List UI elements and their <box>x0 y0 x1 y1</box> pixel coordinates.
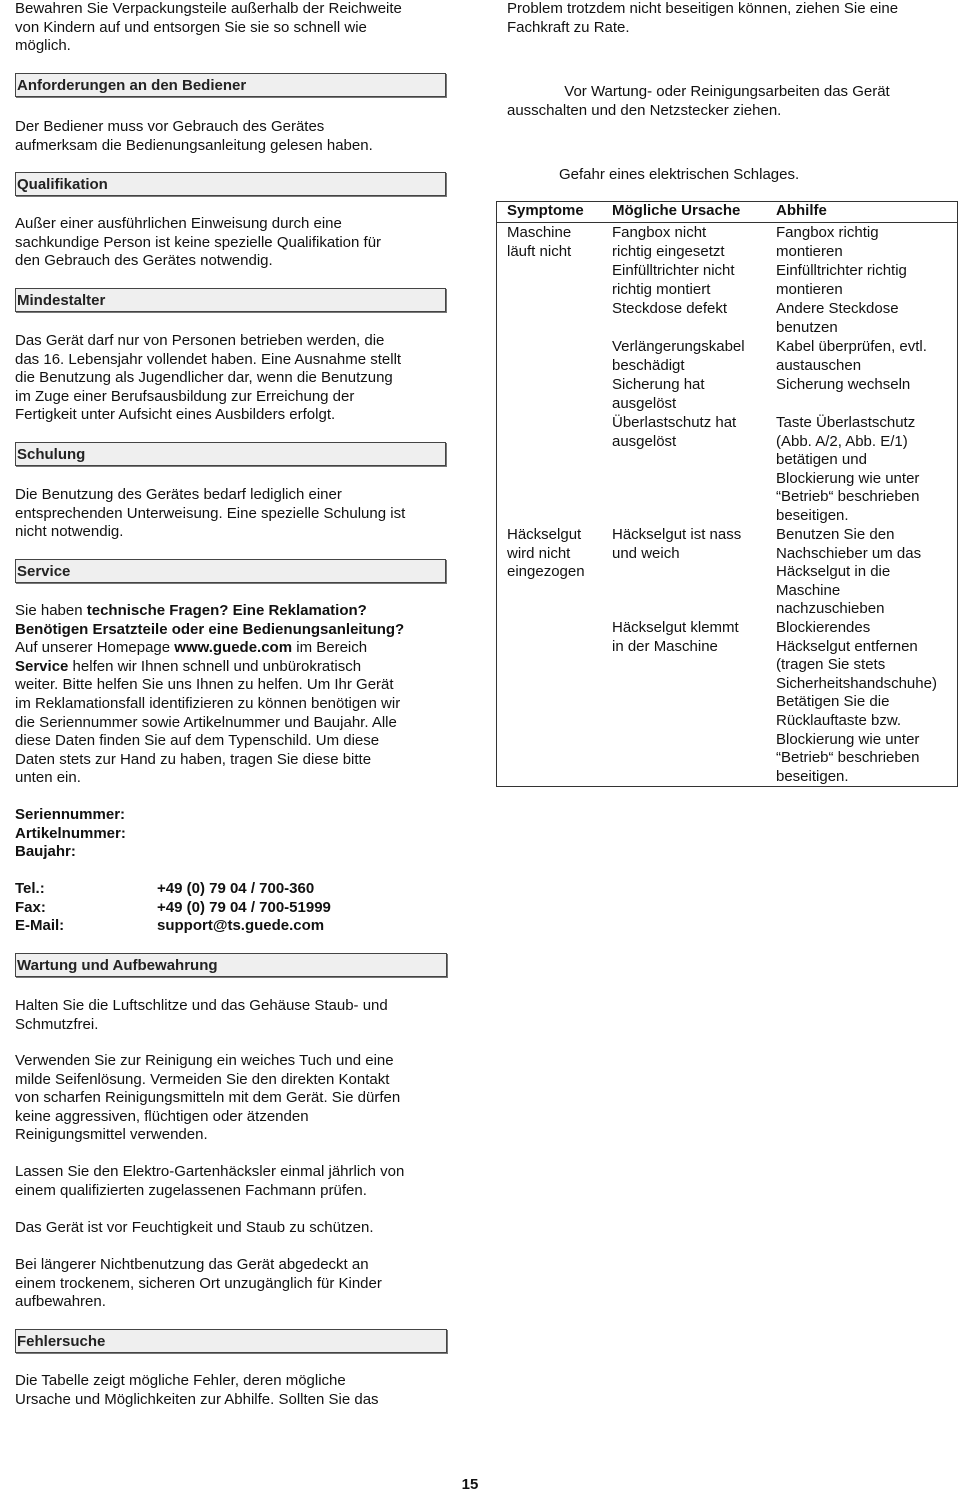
text-line: Maschine <box>507 224 572 241</box>
table-cell-cause <box>612 338 745 375</box>
text-line: die Seriennummer sowie Artikelnummer und Baujahr. Alle <box>15 713 397 731</box>
text-line: austauschen <box>776 356 862 374</box>
text-line: von Kindern auf und entsorgen Sie sie so schnell wie <box>15 18 367 36</box>
wartung-paragraph-5 <box>15 1256 382 1312</box>
text-line: Häckselgut ist nass <box>612 526 742 543</box>
schulung-text <box>15 486 405 542</box>
text-line: Rücklauftaste bzw. <box>776 711 902 729</box>
warning-electric-shock: Gefahr eines elektrischen Schlages. <box>559 166 800 183</box>
year-label: Baujahr: <box>15 843 76 861</box>
table-cell-remedy <box>776 414 919 526</box>
table-cell-cause <box>612 619 739 656</box>
text-line: Blockierung wie unter <box>776 469 920 487</box>
text-line: nachzuschieben <box>776 600 885 618</box>
table-cell-remedy <box>776 619 937 786</box>
table-cell-cause <box>612 262 735 299</box>
serial-number-label: Seriennummer: <box>15 806 126 823</box>
text-line: beseitigen. <box>776 506 849 524</box>
table-cell-cause <box>612 300 727 319</box>
text-line: benutzen <box>776 318 838 336</box>
text-line: Häckselgut entfernen <box>776 637 918 655</box>
text-line: Lassen Sie den Elektro-Gartenhäcksler einmal jährlich von <box>15 1163 405 1180</box>
text-line: Die Tabelle zeigt mögliche Fehler, deren mögliche <box>15 1372 346 1389</box>
table-header-abhilfe: Abhilfe <box>776 202 827 219</box>
intro-text <box>15 0 402 56</box>
wartung-paragraph-1 <box>15 997 388 1034</box>
text-line: Fangbox nicht <box>612 224 707 241</box>
text-line: Verwenden Sie zur Reinigung ein weiches Tuch und eine <box>15 1052 394 1069</box>
homepage-link[interactable]: www.guede.com <box>174 639 293 657</box>
text-line: (tragen Sie stets <box>776 656 886 674</box>
text-line: Betätigen Sie die <box>776 693 890 711</box>
fax-label: Fax: <box>15 899 46 916</box>
text-line: (Abb. A/2, Abb. E/1) <box>776 432 908 450</box>
text-fragment: Sie haben <box>15 602 87 619</box>
wartung-paragraph-2 <box>15 1052 400 1145</box>
text-line: und weich <box>612 544 680 562</box>
text-line: Sicherung wechseln <box>776 376 911 393</box>
text-line: Benötigen Ersatzteile oder eine Bedienungsanleitung? <box>15 620 405 638</box>
text-line: Einfülltrichter nicht <box>612 262 735 279</box>
text-fragment: im Bereich <box>292 639 368 657</box>
text-line: im Reklamationsfall identifizieren zu können benötigen wir <box>15 694 401 712</box>
qualifikation-text <box>15 215 381 271</box>
text-line: die Benutzung als Jugendlicher dar, wenn die Benutzung <box>15 369 393 387</box>
text-line: Sicherung hat <box>612 376 705 393</box>
fehlersuche-text <box>15 1372 379 1409</box>
text-line: Halten Sie die Luftschlitze und das Gehäuse Staub- und <box>15 997 388 1014</box>
text-line: Häckselgut in die <box>776 563 891 581</box>
text-line: nicht notwendig. <box>15 523 124 541</box>
text-line: ausgelöst <box>612 432 677 450</box>
tel-label: Tel.: <box>15 880 45 897</box>
text-line <box>15 602 404 621</box>
table-cell-remedy <box>776 262 907 299</box>
text-line: “Betrieb“ beschrieben <box>776 749 920 767</box>
text-line: Fachkraft zu Rate. <box>507 18 630 36</box>
text-line: Bewahren Sie Verpackungsteile außerhalb der Reichweite <box>15 0 402 17</box>
table-cell-cause <box>612 414 736 451</box>
text-line: Bei längerer Nichtbenutzung das Gerät abgedeckt an <box>15 1256 369 1273</box>
text-line: montieren <box>776 280 843 298</box>
section-heading-qualifikation: Qualifikation <box>15 172 446 196</box>
text-line: im Zuge einer Berufsausbildung zur Erreichung der <box>15 387 355 405</box>
text-line: Das Gerät ist vor Feuchtigkeit und Staub zu schützen. <box>15 1219 374 1236</box>
table-cell-symptom <box>507 224 571 261</box>
wartung-paragraph-4 <box>15 1219 374 1238</box>
text-fragment-bold: Service <box>15 657 69 675</box>
text-line: richtig eingesetzt <box>612 242 725 260</box>
text-fragment: helfen wir Ihnen schnell und unbürokratisch <box>68 657 362 675</box>
text-fragment: Auf unserer Homepage <box>15 639 175 657</box>
text-line: Vor Wartung- oder Reinigungsarbeiten das Gerät <box>564 83 890 100</box>
text-line: Häckselgut <box>507 526 582 543</box>
text-line: “Betrieb“ beschrieben <box>776 488 920 506</box>
section-heading-mindestalter: Mindestalter <box>15 288 446 312</box>
text-line: läuft nicht <box>507 242 572 260</box>
text-line: Nachschieber um das <box>776 544 922 562</box>
section-heading-service: Service <box>15 559 446 583</box>
text-line: Das Gerät darf nur von Personen betrieben werden, die <box>15 332 385 349</box>
text-line: Steckdose defekt <box>612 300 728 317</box>
text-line: milde Seifenlösung. Vermeiden Sie den direkten Kontakt <box>15 1070 390 1088</box>
fax-value: +49 (0) 79 04 / 700-51999 <box>157 899 331 916</box>
text-line: Daten stets zur Hand zu haben, tragen Sie diese bitte <box>15 750 372 768</box>
contact-block <box>15 880 445 940</box>
text-line: beseitigen. <box>776 767 849 785</box>
text-line: Blockierung wie unter <box>776 730 920 748</box>
device-fields <box>15 806 126 862</box>
email-label: E-Mail: <box>15 917 65 934</box>
text-line: beschädigt <box>612 356 685 374</box>
wartung-paragraph-3 <box>15 1163 404 1200</box>
warning-unplug <box>507 83 947 120</box>
text-line <box>15 658 404 677</box>
table-header-divider <box>497 222 957 223</box>
text-line: entsprechenden Unterweisung. Eine spezielle Schulung ist <box>15 504 406 522</box>
text-line: eingezogen <box>507 563 585 581</box>
section-heading-schulung: Schulung <box>15 442 446 466</box>
table-cell-remedy <box>776 376 910 395</box>
text-line: Problem trotzdem nicht beseitigen können, ziehen Sie eine <box>507 0 899 17</box>
anforderungen-text <box>15 118 373 155</box>
text-line: unten ein. <box>15 769 81 787</box>
table-cell-remedy <box>776 300 899 337</box>
table-header-symptome: Symptome <box>507 202 584 219</box>
text-line: keine aggressiven, flüchtigen oder ätzenden <box>15 1107 309 1125</box>
text-line: Benutzen Sie den <box>776 526 895 543</box>
text-line: Taste Überlastschutz <box>776 414 916 431</box>
text-line: Blockierendes <box>776 619 871 636</box>
table-header-ursache: Mögliche Ursache <box>612 202 741 219</box>
section-heading-fehlersuche: Fehlersuche <box>15 1329 447 1353</box>
text-line: montieren <box>776 242 843 260</box>
table-cell-cause <box>612 224 725 261</box>
text-line: Reinigungsmittel verwenden. <box>15 1126 208 1144</box>
text-line: das 16. Lebensjahr vollendet haben. Eine Ausnahme stellt <box>15 350 402 368</box>
text-line: Andere Steckdose <box>776 300 899 317</box>
section-heading-anforderungen: Anforderungen an den Bediener <box>15 73 446 97</box>
table-cell-symptom <box>507 526 585 582</box>
text-line: sachkundige Person ist keine spezielle Qualifikation für <box>15 233 382 251</box>
right-intro-text <box>507 0 898 37</box>
text-line: weiter. Bitte helfen Sie uns Ihnen zu helfen. Um Ihr Gerät <box>15 676 394 694</box>
mindestalter-text <box>15 332 401 425</box>
text-line: betätigen und <box>776 451 867 469</box>
text-line: Fangbox richtig <box>776 224 879 241</box>
text-line: Überlastschutz hat <box>612 414 737 431</box>
text-line: diese Daten finden Sie auf dem Typenschild. Um diese <box>15 732 380 750</box>
text-line: Schmutzfrei. <box>15 1015 99 1033</box>
text-fragment-bold: technische Fragen? Eine Reklamation? <box>86 602 367 619</box>
text-line: ausschalten und den Netzstecker ziehen. <box>507 101 782 119</box>
text-line: richtig montiert <box>612 280 711 298</box>
text-line: Maschine <box>776 581 841 599</box>
text-line: Häckselgut klemmt <box>612 619 739 636</box>
article-number-label: Artikelnummer: <box>15 824 126 842</box>
text-line: Ursache und Möglichkeiten zur Abhilfe. Sollten Sie das <box>15 1390 379 1408</box>
tel-value[interactable]: +49 (0) 79 04 / 700-360 <box>157 880 315 897</box>
text-line: wird nicht <box>507 544 571 562</box>
text-line: in der Maschine <box>612 637 718 655</box>
table-cell-remedy <box>776 224 879 261</box>
text-line: möglich. <box>15 37 71 55</box>
text-line: ausgelöst <box>612 394 677 412</box>
text-line: aufbewahren. <box>15 1293 106 1311</box>
service-text <box>15 602 404 788</box>
text-line: den Gebrauch des Gerätes notwendig. <box>15 252 273 270</box>
text-line: einem trockenem, sicheren Ort unzugänglich für Kinder <box>15 1274 382 1292</box>
text-line: aufmerksam die Bedienungsanleitung gelesen haben. <box>15 136 373 154</box>
text-line <box>15 639 404 658</box>
text-line: Außer einer ausführlichen Einweisung durch eine <box>15 215 342 232</box>
text-line: Kabel überprüfen, evtl. <box>776 338 927 355</box>
text-line: Fertigkeit unter Aufsicht eines Ausbilders erfolgt. <box>15 406 336 424</box>
text-line: Der Bediener muss vor Gebrauch des Gerätes <box>15 118 325 135</box>
troubleshooting-table <box>496 201 958 787</box>
table-cell-cause <box>612 526 741 563</box>
text-line: einem qualifizierten zugelassenen Fachmann prüfen. <box>15 1181 367 1199</box>
text-line: Die Benutzung des Gerätes bedarf lediglich einer <box>15 486 342 503</box>
section-heading-wartung: Wartung und Aufbewahrung <box>15 953 447 977</box>
text-line: Verlängerungskabel <box>612 338 745 355</box>
table-cell-remedy <box>776 338 927 375</box>
text-line: von scharfen Reinigungsmitteln mit dem Gerät. Sie dürfen <box>15 1089 401 1107</box>
table-cell-cause <box>612 376 705 413</box>
page-number: 15 <box>461 1476 479 1493</box>
text-line: Sicherheitshandschuhe) <box>776 674 937 692</box>
table-cell-remedy <box>776 526 921 619</box>
text-line: Einfülltrichter richtig <box>776 262 907 279</box>
email-value[interactable]: support@ts.guede.com <box>157 917 325 934</box>
